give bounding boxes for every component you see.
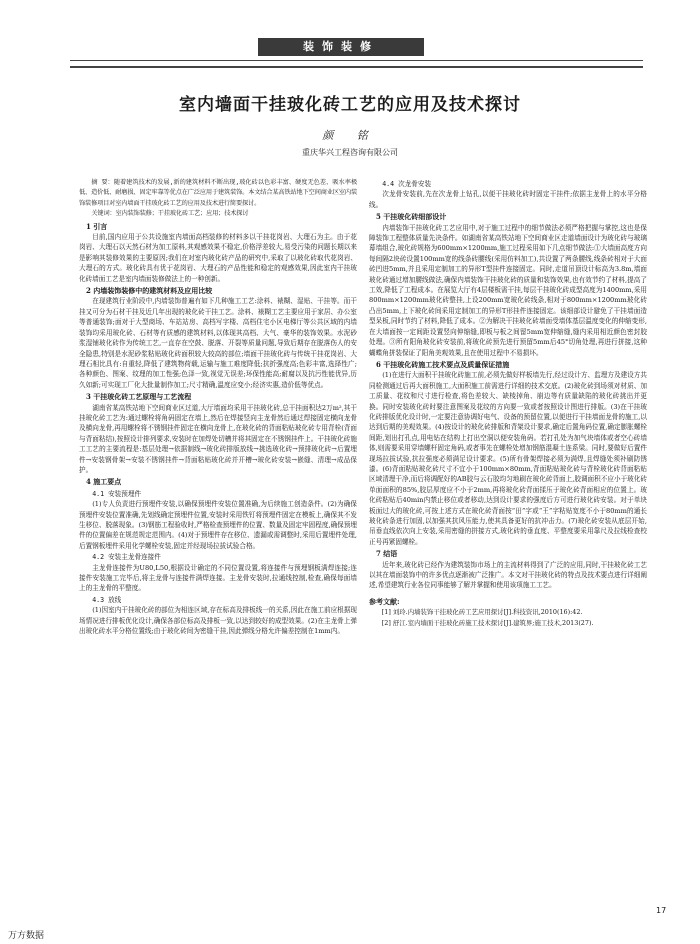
subsection-heading: 4.3 放线 bbox=[92, 595, 122, 604]
subsection-heading: 4.2 安装主龙骨连接件 bbox=[92, 553, 161, 562]
subsection-heading: 4.4 次龙骨安装 bbox=[382, 180, 432, 188]
right-column bbox=[369, 178, 647, 628]
body-paragraph: 次龙骨安装前,先在次龙骨上钻孔,以便干挂玻化砖时固定干挂件;依据主龙骨上的水平分格线。 bbox=[369, 190, 647, 209]
abstract-paragraph: 关键词：室内装饰装修；干挂玻化砖工艺；应用；技术探讨 bbox=[91, 210, 249, 218]
references-heading: 参考文献: bbox=[369, 596, 400, 606]
subsection-heading: 4.1 安装预埋件 bbox=[92, 489, 142, 498]
section-banner: 装饰装修 bbox=[258, 38, 424, 56]
body-paragraph: (1)专人负责进行预埋件安装,以确保预埋件安装位置准确,为后续施工创造条件。(2)为确保预埋件安装位置准确,先划线确定预埋件位置,安装时采用铁钉将预埋件固定在模板上,确保其不发生移位、脱落现象。(3)钢筋工程验收时,严格检查预埋件的位置、数量及固定牢固程度,确保预埋件的位置偏差在规范规定范围内。(4)对于预埋件存在移位、遗漏或需调整时,采用后置埋件处理,后置钢板埋件采用化学螺栓安装,固定并经现场拉拔试验合格。 bbox=[79, 500, 357, 550]
body-paragraph: 内墙装饰干挂玻化砖工艺应用中,对于施工过程中的细节做法必须严格把握与掌控,这也是保障装饰工程整体质量先决条件。如湖南省某高铁站地下空间商业区走道墙面设计为玻化砖与玻璃幕墙组合,玻化砖规格为600mm×1200mm,施工过程采用如下几点细节做法:①大墙面高度方向每间隔2块砖设置100mm宽的线条砖腰线(采用仿料加工),共设置了两条腰线,线条砖相对于大面砖凹进5mm,并且采用定制加工的异形T型挂件连接固定。同时,走道吊顶设计标高为3.8m,墙面玻化砖通过增加腰线做法,确保内墙装饰干挂玻化砖的质量和装饰效果,也有效节约了材料,提高了工效,降低了工程成本。在展览大厅有4层楼板需干挂,每层干挂玻化砖成型高度为1400mm,采用800mm×1200mm玻化砖整挂,上设200mm宽玻化砖线条,相对于800mm×1200mm玻化砖凸出5mm,上下玻化砖间采用定制加工的异形T形挂件连接固定。该细部设计避免了干挂墙面造型呆板,同时节约了材料,降低了成本。②为解决干挂玻化砖墙面受墙体基层温度变化的伸缩变形,在大墙面按一定间距设置竖向伸缩缝,即板与板之间留5mm宽伸缩缝,缝内采用相近颜色密封胶处理。③所有阳角玻化砖安装前,将玻化砖预先进行预留5mm后45°切角处理,再进行拼接,这种蝴蝶角拼装保证了阳角美观效果,且在使用过程中不易损坏。 bbox=[369, 223, 647, 357]
body-paragraph: 近年来,玻化砖已经作为建筑装饰市场上的主流材料得到了广泛的应用,同时,干挂玻化砖工艺以其在墙面装饰中的许多优点逐渐被广泛推广。本文对干挂玻化砖的特点及技术要点进行详细阐述,希望建筑行业各位同事能够了解并掌握和使用该项施工工艺。 bbox=[369, 560, 647, 590]
body-paragraph: (1)在进行大面积干挂玻化砖施工前,必须先做好样板墙先行,经过设计方、监理方及建设方共同检测通过后再大面积施工,大面积施工前需进行详细的技术交底。(2)玻化砖到场须对材质、加工质量、花纹和尺寸进行检查,将色差较大、缺棱掉角、崩边等有质量缺陷的玻化砖挑出并更换。同时安装玻化砖时要注意图案及花纹的方向要一致或者按照设计图进行排版。(3)在干挂玻化砖排版优化设计时,一定要注意协调好电气、设备的预留位置,以便进行干挂墙面龙骨的施工,以达到后期的美观效果。(4)按设计的玻化砖排版和背架设计要求,确定后置角码位置,确定膨胀螺栓间距,划出打孔点,用电钻在结构上打出空洞以便安装角码。若打孔处为加气块墙体或者空心砖墙体,则需要采用穿墙螺杆固定角码,或者事先在螺栓处增加钢筋混凝土连系梁。同时,要做好后置件现场拉拔试验,抗拉强度必须满足设计要求。(5)所有骨架焊接必须为满焊,且焊缝处须补刷防锈漆。(6)背面粘贴玻化砖尺寸不宜小于100mm×80mm,背面粘贴玻化砖与背栓玻化砖背面粘贴区域清理干净,而后将调配好的AB胶与云石胶均匀地刷在玻化砖背面上,胶调面积不应小于玻化砖单面面积的85%,胶层厚度应不小于2mm,再将玻化砖背面揉压于玻化砖背面相应的位置上。玻化砖粘贴后40min内禁止移位或者移动,达到设计要求的强度后方可进行玻化砖安装。对于单块板面过大的玻化砖,可按上述方式在玻化砖背面按“田”字或“王”字粘贴宽度不小于80mm的通长玻化砖条进行加固,以加强其抗风压能力,使其具备更好的抗冲击力。(7)玻化砖安装从底层开始,吊垂直线依次向上安装,采用密缝的拼接方式,玻化砖的垂直度、平整度要采用靠尺及拉线检查校正号再紧固螺栓。 bbox=[369, 371, 647, 546]
body-paragraph: (1)因室内干挂玻化砖的部位为相连区域,存在标高及排板线一的关系,因此在施工前应根据现场情况进行排板优化设计,确保各部位标高及排板一致,以达到较好的成型效果。(2)在主龙骨上弹出玻化砖水平分格位置线;由于玻化砖间为密缝干挂,因此弹线分格允许偏差控制在1mm内。 bbox=[79, 606, 357, 636]
section-heading: 6 干挂玻化砖施工技术要点及质量保证措施 bbox=[376, 359, 510, 369]
header-rule-thick bbox=[70, 66, 643, 68]
left-column bbox=[79, 178, 357, 636]
page-number: 17 bbox=[656, 906, 667, 915]
section-heading: 7 结语 bbox=[376, 549, 398, 559]
section-heading: 1 引言 bbox=[86, 221, 108, 231]
body-paragraph: 在现建筑行业阶段中,内墙装饰普遍有如下几种施工工艺:涂料、裱糊、湿贴、干挂等。而干挂又可分为石材干挂及近几年出现的玻化砖干挂工艺。涂料、裱糊工艺主要应用于家居、办公室等普通装饰;面对于大型商场、车站站房、高档写字楼、高档住宅小区电梯厅等公共区域的内墙装饰均采用玻化砖、石材等有质感的建筑材料,以体现其高档、大气、豪华的装饰效果。水泥砂浆湿铺玻化砖作为传统工艺,一直存在空鼓、脱落、开裂等质量问题,导致后期存在脱落伤人的安全隐患,特别是水泥砂浆粘贴玻化砖面积较大较高的部位;墙面干挂玻化砖与传统干挂花岗岩、大理石相比具有:自重轻,降低了建筑物荷载,运输与施工难度降低;抗折强度高;色彩丰富,选择性广;各种颜色、图案、纹理的加工性强;色泽一致,视觉无误差;环保性能高;耐腐以及抗污性能优异,历久如新;可实现工厂化大批量制作加工;尺寸精确,温度应变小;经济实惠,造价低等优点。 bbox=[79, 297, 357, 389]
reference-item: [2] 舒江.室内墙面干挂玻化砖施工技术探讨[J].建筑界;施工技术,2013(27). bbox=[381, 618, 594, 627]
section-heading: 2 内墙装饰装修中的建筑材料及应用比较 bbox=[86, 286, 213, 296]
article-affiliation: 重庆华兴工程咨询有限公司 bbox=[302, 148, 398, 157]
article-author: 颜 铭 bbox=[322, 129, 378, 142]
reference-item: [1] 刘玲.内墙装饰干挂玻化砖工艺应用探讨[J].科技资讯,2010(16):42. bbox=[381, 608, 583, 617]
article-title: 室内墙面干挂玻化砖工艺的应用及技术探讨 bbox=[179, 95, 521, 115]
section-heading: 4 施工要点 bbox=[86, 477, 122, 487]
body-paragraph: 主龙骨连接件为U80,L50,根据设计确定的不同位置设置,将连接件与预埋钢板满焊连接;连接件安装施工完毕后,将主龙骨与连接件满焊连接。主龙骨安装时,拉通线控制,检查,确保每面墙上的主龙骨的平整度。 bbox=[79, 563, 357, 593]
header-rule bbox=[70, 60, 643, 61]
section-heading: 5 干挂玻化砖细部设计 bbox=[376, 212, 447, 222]
abstract-paragraph: 摘 要：随着建筑技术的发展,新的建筑材料不断出现,玻化砖以色彩丰富、硬度无色差、吸水率极低、造价低、耐磨损、固定牢靠等优点在广泛应用于建筑装饰。本文结合某高铁站地下空间商业区室内装饰装修项目对室内墙面干挂玻化砖工艺的应用及技术进行简要探讨。 bbox=[79, 179, 357, 207]
body-paragraph: 目前,国内应用于公共设施室内墙面高档装修的材料多以干挂花岗岩、大理石为主。由于花岗岩、大理石以天然石材为加工原料,其观感效果不稳定,价格浮差较大,易受污染的问题长期以来是影响其装修效果的主要原因;我们在对室内玻化砖产品的研究中,采取了以玻化砖取代花岗岩、大理石的方式。玻化砖具有优于花岗岩、大理石的产品性能和稳定的观感效果,因此室内干挂玻化砖墙面工艺是室内墙面装修做法上的一种创新。 bbox=[79, 233, 357, 283]
body-paragraph: 湖南省某高铁站地下空间商业区过道,大厅墙面均采用干挂玻化砖,总干挂面积达2万m²,其干挂玻化砖工艺为:通过螺栓将角码固定在墙上,然后在焊接竖向主龙骨然后通过焊接固定横向龙骨及横向龙骨,再用螺栓将不锈钢挂件固定在横向龙骨上,在玻化砖的背面粘贴玻化砖专用背栓(背面与背面粘结),按照设计排列要求,安装时在加焊处切槽并将其固定在不锈钢挂件上。干挂玻化砖施工工艺的主要流程是:基层处理→依据制线→玻化砖排版放线→挑选玻化砖→预排玻化砖→后置埋件→安装钢骨架→安装不锈钢挂件→背面粘贴玻化砖并开槽→玻化砖安装→嵌缝、清理→成品保护。 bbox=[79, 403, 357, 474]
footer-brand: 万方数据 bbox=[8, 931, 45, 941]
section-heading: 3 干挂玻化砖工艺原理与工艺流程 bbox=[86, 392, 192, 402]
